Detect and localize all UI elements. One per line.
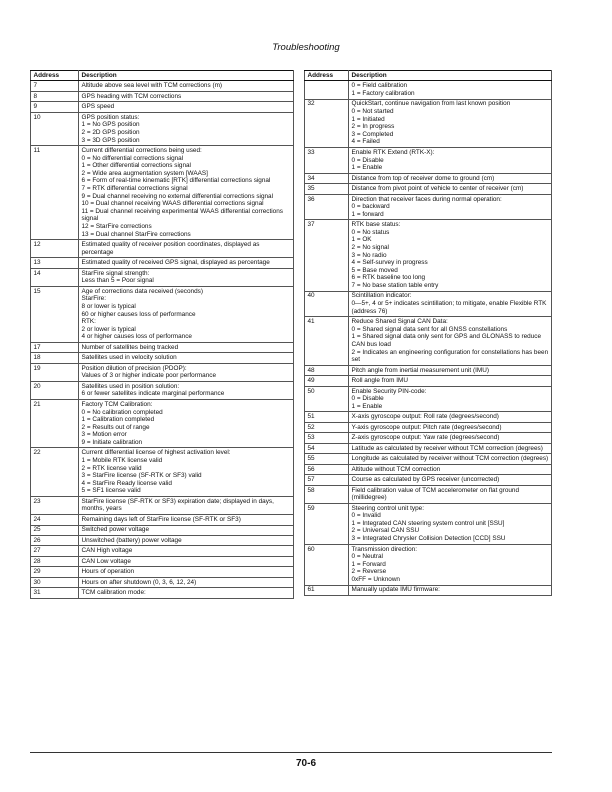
address-cell: 60 xyxy=(305,544,349,585)
address-cell: 27 xyxy=(31,546,79,556)
address-cell: 36 xyxy=(305,194,349,220)
table-row xyxy=(31,515,294,525)
address-cell: 55 xyxy=(305,454,349,464)
address-cell: 23 xyxy=(31,496,79,514)
table-row xyxy=(305,99,552,147)
description-cell: Transmission direction: 0 = Neutral 1 = Forward 2 = Reverse 0xFF = Unknown xyxy=(349,544,552,585)
table-row xyxy=(305,485,552,503)
address-cell: 10 xyxy=(31,112,79,145)
description-cell: Estimated quality of received GPS signal, displayed as percentage xyxy=(79,258,294,268)
table-row xyxy=(31,400,294,448)
description-cell: Roll angle from IMU xyxy=(349,376,552,386)
description-cell: Position dilution of precision (PDOP): Values of 3 or higher indicate poor performance xyxy=(79,363,294,381)
table-row xyxy=(305,365,552,375)
address-cell: 25 xyxy=(31,525,79,535)
table-row xyxy=(305,173,552,183)
table-row xyxy=(31,525,294,535)
description-cell: Steering control unit type: 0 = Invalid 1 = Integrated CAN steering system control unit [SSU] 2 = Universal CAN SSU 3 = Integrated Chrysler Collision Detection [CCD] SSU xyxy=(349,503,552,544)
description-cell: GPS position status: 1 = No GPS position 2 = 2D GPS position 3 = 3D GPS position xyxy=(79,112,294,145)
left-address-table-container xyxy=(30,70,294,599)
address-cell: 22 xyxy=(31,448,79,496)
address-cell: 61 xyxy=(305,585,349,595)
description-cell: Course as calculated by GPS receiver (uncorrected) xyxy=(349,475,552,485)
address-cell: 12 xyxy=(31,240,79,258)
description-cell: Reduce Shared Signal CAN Data: 0 = Shared signal data sent for all GNSS constellations 1 = Shared signal data only sent for GPS and GLONASS to reduce CAN bus load 2 = Indicates an engineering configuration for constellations has been set xyxy=(349,317,552,365)
description-cell: Satellites used in velocity solution xyxy=(79,353,294,363)
table-row xyxy=(31,496,294,514)
address-cell: 9 xyxy=(31,102,79,112)
description-cell: Current differential license of highest activation level: 1 = Mobile RTK license valid 2 = RTK license valid 3 = StarFire license (SF-RTK or SF3) valid 4 = StarFire Ready license valid 5 = SF1 license valid xyxy=(79,448,294,496)
description-column-header: Description xyxy=(79,71,294,81)
table-row xyxy=(31,567,294,577)
table-header-row xyxy=(305,71,552,81)
table-row xyxy=(305,454,552,464)
description-cell: Hours of operation xyxy=(79,567,294,577)
table-row xyxy=(305,443,552,453)
footer-divider xyxy=(30,752,552,753)
description-cell: Latitude as calculated by receiver without TCM correction (degrees) xyxy=(349,443,552,453)
table-row xyxy=(31,268,294,286)
table-row xyxy=(31,91,294,101)
address-column-header: Address xyxy=(31,71,79,81)
address-cell: 52 xyxy=(305,422,349,432)
address-cell: 40 xyxy=(305,291,349,317)
address-cell: 7 xyxy=(31,81,79,91)
address-cell: 8 xyxy=(31,91,79,101)
address-cell: 17 xyxy=(31,342,79,352)
description-cell: Scintillation indicator: 0—5+, 4 or 5+ indicates scintillation; to mitigate, enable Flexible RTK (address 76) xyxy=(349,291,552,317)
page-number: 70-6 xyxy=(295,758,316,769)
description-cell: Estimated quality of receiver position coordinates, displayed as percentage xyxy=(79,240,294,258)
description-cell: Direction that receiver faces during normal operation: 0 = backward 1 = forward xyxy=(349,194,552,220)
address-cell: 13 xyxy=(31,258,79,268)
table-row xyxy=(305,544,552,585)
table-row xyxy=(31,258,294,268)
description-cell: GPS heading with TCM corrections xyxy=(79,91,294,101)
address-cell: 11 xyxy=(31,146,79,240)
description-cell: X-axis gyroscope output: Roll rate (degrees/second) xyxy=(349,412,552,422)
description-cell: CAN Low voltage xyxy=(79,556,294,566)
address-cell: 59 xyxy=(305,503,349,544)
table-row xyxy=(31,81,294,91)
table-row xyxy=(31,112,294,145)
description-cell: Switched power voltage xyxy=(79,525,294,535)
description-cell: Factory TCM Calibration: 0 = No calibration completed 1 = Calibration completed 2 = Results out of range 3 = Motion error 9 = Initiate calibration xyxy=(79,400,294,448)
table-row xyxy=(305,585,552,595)
table-row xyxy=(31,240,294,258)
address-cell: 31 xyxy=(31,588,79,598)
description-cell: Field calibration value of TCM accelerometer on flat ground (millidegree) xyxy=(349,485,552,503)
table-row xyxy=(31,363,294,381)
table-row xyxy=(31,577,294,587)
description-cell: Hours on after shutdown (0, 3, 6, 12, 24) xyxy=(79,577,294,587)
description-cell: StarFire signal strength: Less than 5 = Poor signal xyxy=(79,268,294,286)
table-row xyxy=(305,386,552,412)
right-address-table xyxy=(304,70,552,596)
table-row xyxy=(31,102,294,112)
description-cell: Z-axis gyroscope output: Yaw rate (degrees/second) xyxy=(349,433,552,443)
description-cell: Distance from top of receiver dome to ground (cm) xyxy=(349,173,552,183)
address-cell: 28 xyxy=(31,556,79,566)
address-cell: 53 xyxy=(305,433,349,443)
table-row xyxy=(305,422,552,432)
table-row xyxy=(305,464,552,474)
description-cell: RTK base status: 0 = No status 1 = OK 2 = No signal 3 = No radio 4 = Self-survey in progress 5 = Base moved 6 = RTK baseline too long 7 = No base station table entry xyxy=(349,220,552,291)
left-address-table xyxy=(30,70,294,599)
right-table-body xyxy=(305,81,552,596)
description-cell: Y-axis gyroscope output: Pitch rate (degrees/second) xyxy=(349,422,552,432)
address-cell: 58 xyxy=(305,485,349,503)
address-cell: 24 xyxy=(31,515,79,525)
table-row xyxy=(305,148,552,174)
table-row xyxy=(305,317,552,365)
page-header-title: Troubleshooting xyxy=(272,42,340,53)
description-cell: Manually update IMU firmware: xyxy=(349,585,552,595)
table-row xyxy=(31,535,294,545)
table-row xyxy=(31,381,294,399)
description-cell: Distance from pivot point of vehicle to center of receiver (cm) xyxy=(349,184,552,194)
address-cell: 34 xyxy=(305,173,349,183)
address-cell: 26 xyxy=(31,535,79,545)
description-cell: Satellites used in position solution: 6 or fewer satellites indicate marginal performance xyxy=(79,381,294,399)
table-row xyxy=(31,448,294,496)
table-row xyxy=(31,556,294,566)
left-table-body xyxy=(31,81,294,598)
address-cell: 37 xyxy=(305,220,349,291)
description-cell: Altitude above sea level with TCM corrections (m) xyxy=(79,81,294,91)
address-cell: 20 xyxy=(31,381,79,399)
description-cell: Pitch angle from inertial measurement unit (IMU) xyxy=(349,365,552,375)
address-cell: 19 xyxy=(31,363,79,381)
address-cell: 57 xyxy=(305,475,349,485)
description-cell: StarFire license (SF-RTK or SF3) expiration date; displayed in days, months, years xyxy=(79,496,294,514)
table-row xyxy=(305,194,552,220)
table-row xyxy=(305,81,552,99)
table-row xyxy=(31,546,294,556)
table-header-row xyxy=(31,71,294,81)
description-cell: GPS speed xyxy=(79,102,294,112)
description-cell: Altitude without TCM correction xyxy=(349,464,552,474)
description-cell: Number of satellites being tracked xyxy=(79,342,294,352)
address-cell: 15 xyxy=(31,286,79,342)
description-cell: Age of corrections data received (seconds) StarFire: 8 or lower is typical 60 or higher causes loss of performance RTK: 2 or lower is typical 4 or higher causes loss of performance xyxy=(79,286,294,342)
table-row xyxy=(305,475,552,485)
address-cell: 48 xyxy=(305,365,349,375)
description-cell: Enable RTK Extend (RTK-X): 0 = Disable 1 = Enable xyxy=(349,148,552,174)
address-cell: 56 xyxy=(305,464,349,474)
address-cell: 30 xyxy=(31,577,79,587)
table-row xyxy=(31,146,294,240)
description-column-header: Description xyxy=(349,71,552,81)
table-row xyxy=(305,291,552,317)
address-column-header: Address xyxy=(305,71,349,81)
address-cell: 14 xyxy=(31,268,79,286)
address-cell: 29 xyxy=(31,567,79,577)
table-row xyxy=(305,220,552,291)
address-cell: 50 xyxy=(305,386,349,412)
table-row xyxy=(305,503,552,544)
table-row xyxy=(31,286,294,342)
table-row xyxy=(305,184,552,194)
description-cell: Enable Security PIN-code: 0 = Disable 1 = Enable xyxy=(349,386,552,412)
table-row xyxy=(31,588,294,598)
table-row xyxy=(31,353,294,363)
description-cell: Unswitched (battery) power voltage xyxy=(79,535,294,545)
address-cell: 54 xyxy=(305,443,349,453)
description-cell: Current differential corrections being used: 0 = No differential corrections signal 1 = Other differential corrections signal 2 = Wide area augmentation system [WAAS] 6 = Form of real-time kinematic [RTK] differential corrections signal 7 = RTK differential corrections signal 9 = Dual channel receiving no external differential corrections signal 10 = Dual channel receiving WAAS differential corrections signal 11 = Dual channel receiving experimental WAAS differential corrections signal 12 = StarFire corrections 13 = Dual channel StarFire corrections xyxy=(79,146,294,240)
address-cell: 18 xyxy=(31,353,79,363)
address-cell xyxy=(305,81,349,99)
right-address-table-container xyxy=(304,70,552,596)
address-cell: 41 xyxy=(305,317,349,365)
address-cell: 21 xyxy=(31,400,79,448)
description-cell: Longitude as calculated by receiver without TCM correction (degrees) xyxy=(349,454,552,464)
address-cell: 35 xyxy=(305,184,349,194)
address-cell: 49 xyxy=(305,376,349,386)
address-cell: 33 xyxy=(305,148,349,174)
table-row xyxy=(305,412,552,422)
description-cell: TCM calibration mode: xyxy=(79,588,294,598)
table-row xyxy=(305,376,552,386)
description-cell: 0 = Field calibration 1 = Factory calibration xyxy=(349,81,552,99)
table-row xyxy=(31,342,294,352)
table-row xyxy=(305,433,552,443)
address-cell: 51 xyxy=(305,412,349,422)
description-cell: QuickStart, continue navigation from last known position 0 = Not started 1 = Initiated 2 = In progress 3 = Completed 4 = Failed xyxy=(349,99,552,147)
address-cell: 32 xyxy=(305,99,349,147)
description-cell: CAN High voltage xyxy=(79,546,294,556)
description-cell: Remaining days left of StarFire license (SF-RTK or SF3) xyxy=(79,515,294,525)
